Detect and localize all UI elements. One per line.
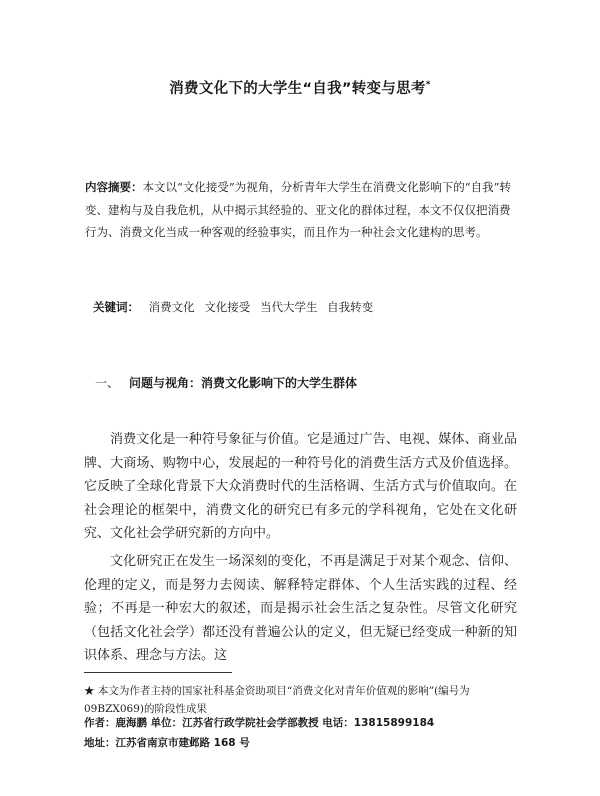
author-info: 作者：鹿海鹏 单位：江苏省行政学院社会学部教授 电话：13815899184 [84,717,435,729]
keyword-item: 文化接受 [204,300,251,314]
footnote-star-icon: ★ [84,685,95,697]
abstract [85,176,515,244]
abstract-label: 内容摘要： [85,180,143,194]
keyword-item: 自我转变 [327,300,374,314]
keyword-item: 消费文化 [148,300,195,314]
section-heading [95,374,357,391]
footnote-text: 本文为作者主持的国家社科基金资助项目“消费文化对青年价值观的影响”(编号为09BZX069)的阶段性成果 [84,685,470,715]
keywords [93,299,373,315]
section-title: 问题与视角：消费文化影响下的大学生群体 [129,376,358,390]
footnote [84,682,524,718]
section-number: 一、 [95,376,120,390]
keywords-label: 关键词： [93,300,139,314]
title-footnote-mark: * [425,80,431,91]
page-title [0,77,600,98]
author-address: 地址：江苏省南京市建邺路 168 号 [84,737,250,749]
body-paragraph: 文化研究正在发生一场深刻的变化，不再是满足于对某个观念、信仰、伦理的定义，而是努力去阅读、解释特定群体、个人生活实践的过程、经验；不再是一种宏大的叙述，而是揭示社会生活之复杂性。尽管文化研究（包括文化社会学）都还没有普遍公认的定义，但无疑已经变成一种新的知识体系、理念与方法。这 [84,554,517,663]
abstract-text: 本文以“文化接受”为视角，分析青年大学生在消费文化影响下的“自我”转变、建构与及自我危机，从中揭示其经验的、亚文化的群体过程，本文不仅仅把消费行为、消费文化当成一种客观的经验事实，而且作为一种社会文化建构的思考。 [85,180,512,239]
title-text: 消费文化下的大学生“自我”转变与思考 [169,81,426,97]
body-paragraph: 消费文化是一种符号象征与价值。它是通过广告、电视、媒体、商业品牌、大商场、购物中心，发展起的一种符号化的消费生活方式及价值选择。它反映了全球化背景下大众消费时代的生活格调、生活方式与价值取向。在社会理论的框架中，消费文化的研究已有多元的学科视角，它处在文化研究、文化社会学研究新的方向中。 [84,432,517,541]
keyword-item: 当代大学生 [259,300,318,314]
footnote-divider [84,672,232,673]
